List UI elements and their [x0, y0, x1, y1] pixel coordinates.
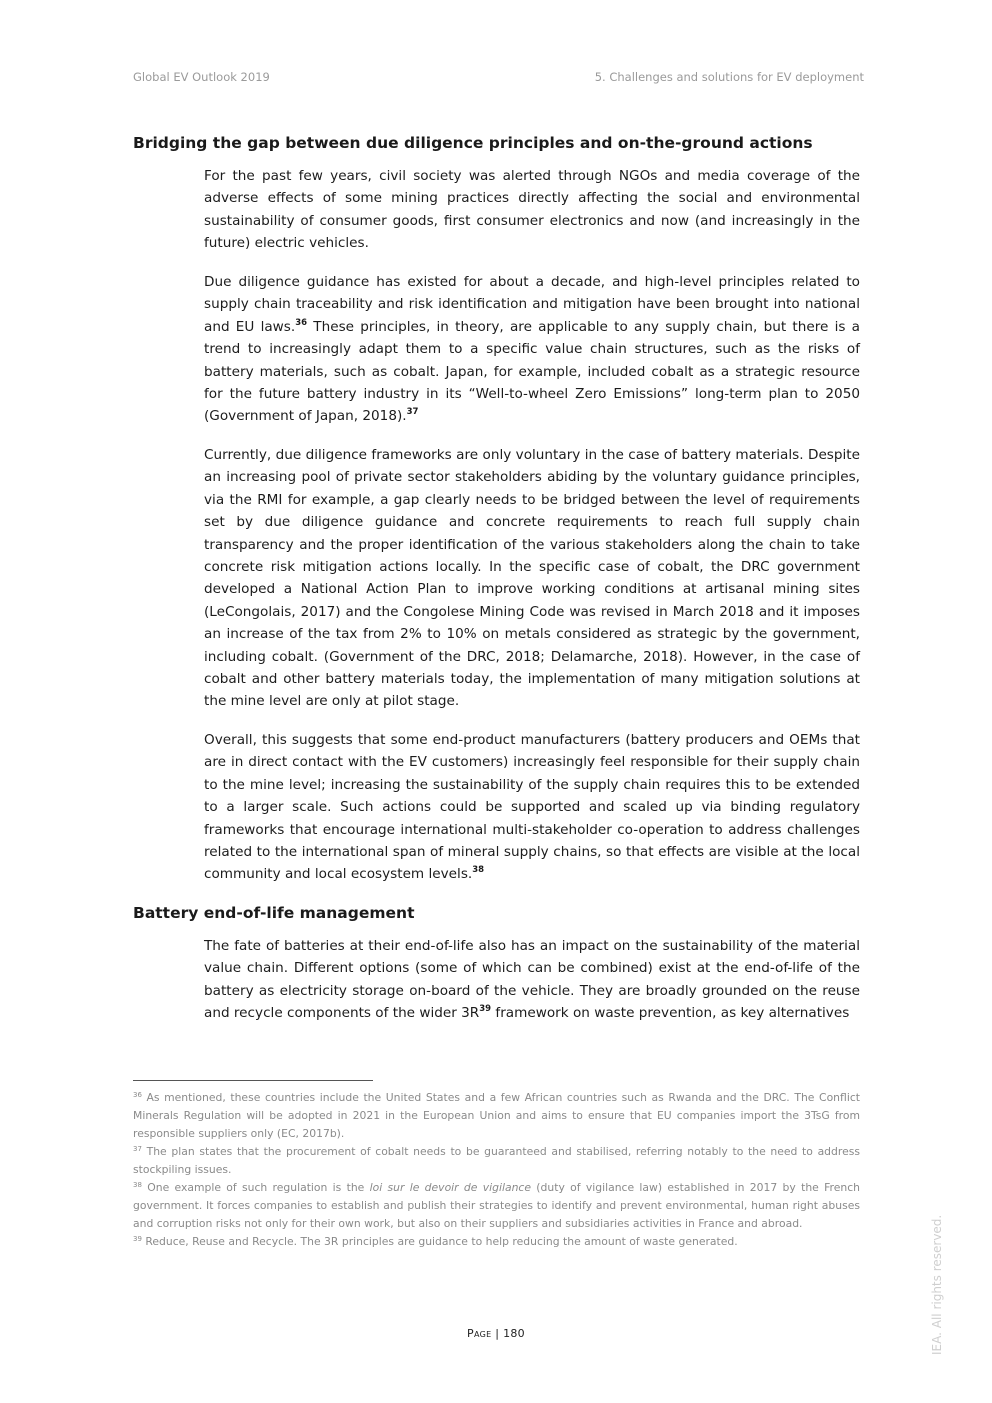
footnote-number: 38 — [133, 1181, 142, 1189]
body-paragraph — [204, 271, 860, 428]
page-number — [0, 1327, 992, 1340]
footnote-reference[interactable]: 36 — [295, 317, 308, 328]
footnote-text: Reduce, Reuse and Recycle. The 3R principles are guidance to help reducing the amount of waste generated. — [141, 1235, 738, 1248]
page-separator: | — [491, 1327, 504, 1340]
footnote-reference[interactable]: 38 — [472, 865, 485, 876]
footnote-italic-text: loi sur le devoir de vigilance — [369, 1181, 531, 1194]
page-label: Page — [467, 1327, 492, 1340]
paragraph-text: framework on waste prevention, as key alternatives — [491, 1005, 850, 1022]
copyright-watermark: IEA. All rights reserved. — [930, 1214, 944, 1355]
body-paragraph: For the past few years, civil society was alerted through NGOs and media coverage of the adverse effects of some mining practices directly affecting the social and environmental sustainability of consumer goods, first consumer electronics and now (and increasingly in the future) electric vehicles. — [204, 168, 860, 252]
footnote-38 — [133, 1179, 860, 1233]
footnote-text: The plan states that the procurement of cobalt needs to be guaranteed and stabilised, referring notably to the need to address stockpiling issues. — [133, 1145, 860, 1176]
body-paragraph — [204, 935, 860, 1025]
paragraph-text: Due diligence guidance has existed for about a decade, and high-level principles related to supply chain traceability and risk identification and mitigation have been brought into national and EU laws. — [204, 274, 860, 335]
body-paragraph: Currently, due diligence frameworks are only voluntary in the case of battery materials. Despite an increasing pool of private sector stakeholders abiding by the voluntary guidance principles, via the RMI for example, a gap clearly needs to be bridged between the level of requirements set by due diligence guidance and concrete requirements to reach full supply chain transparency and the proper identification of the various stakeholders along the chain to take concrete risk mitigation actions locally. In the specific case of cobalt, the DRC government developed a National Action Plan to improve working conditions at artisanal mining sites (LeCongolais, 2017) and the Congolese Mining Code was revised in March 2018 and it imposes an increase of the tax from 2% to 10% on metals considered as strategic by the government, including cobalt. (Government of the DRC, 2018; Delamarche, 2018). However, in the case of cobalt and other battery materials today, the implementation of many mitigation solutions at the mine level are only at pilot stage. — [204, 447, 860, 710]
footnote-text: (duty of vigilance law) established in 2017 by the French government. It forces companies to establish and publish their strategies to identify and prevent environmental, human right abuses and corruption risks not only for their own work, but also on their suppliers and subsidiaries activities in France and abroad. — [133, 1181, 860, 1230]
paragraph-text: The fate of batteries at their end-of-life also has an impact on the sustainability of the material value chain. Different options (some of which can be combined) exist at the end-of-life of the battery as electricity storage on-board of the vehicle. They are broadly grounded on the reuse and recycle components of the wider 3R — [204, 938, 860, 1022]
section-heading-due-diligence: Bridging the gap between due diligence principles and on-the-ground actions — [133, 134, 813, 152]
body-paragraph — [204, 729, 860, 886]
footnote-37 — [133, 1143, 860, 1179]
footnote-number: 39 — [133, 1235, 142, 1243]
footnotes — [133, 1089, 860, 1251]
footnote-36 — [133, 1089, 860, 1143]
footnote-text: One example of such regulation is the — [141, 1181, 370, 1194]
section-heading-end-of-life: Battery end-of-life management — [133, 904, 415, 922]
page-number-value: 180 — [503, 1327, 525, 1340]
footnote-number: 37 — [133, 1145, 142, 1153]
footnote-divider — [133, 1080, 373, 1081]
header-document-title: Global EV Outlook 2019 — [133, 70, 270, 84]
footnote-reference[interactable]: 39 — [479, 1004, 492, 1015]
footnote-39 — [133, 1233, 860, 1251]
header-chapter-title: 5. Challenges and solutions for EV deployment — [594, 70, 864, 84]
footnote-reference[interactable]: 37 — [406, 407, 419, 418]
footnote-number: 36 — [133, 1091, 142, 1099]
footnote-text: As mentioned, these countries include the United States and a few African countries such as Rwanda and the DRC. The Conflict Minerals Regulation will be adopted in 2021 in the European Union and aims to ensure that EU companies import the 3TsG from responsible suppliers only (EC, 2017b). — [133, 1091, 860, 1140]
page-header — [133, 70, 864, 86]
paragraph-text: These principles, in theory, are applicable to any supply chain, but there is a trend to increasingly adapt them to a specific value chain structures, such as the risks of battery materials, such as cobalt. Japan, for example, included cobalt as a strategic resource for the future battery industry in its “Well-to-wheel Zero Emissions” long-term plan to 2050 (Government of Japan, 2018). — [204, 318, 861, 425]
paragraph-text: Overall, this suggests that some end-product manufacturers (battery producers and OEMs that are in direct contact with the EV customers) increasingly feel responsible for their supply chain to the mine level; increasing the sustainability of the supply chain requires this to be extended to a larger scale. Such actions could be supported and scaled up via binding regulatory frameworks that encourage international multi-stakeholder co-operation to address challenges related to the international span of mineral supply chains, so that effects are visible at the local community and local ecosystem levels. — [204, 732, 860, 883]
